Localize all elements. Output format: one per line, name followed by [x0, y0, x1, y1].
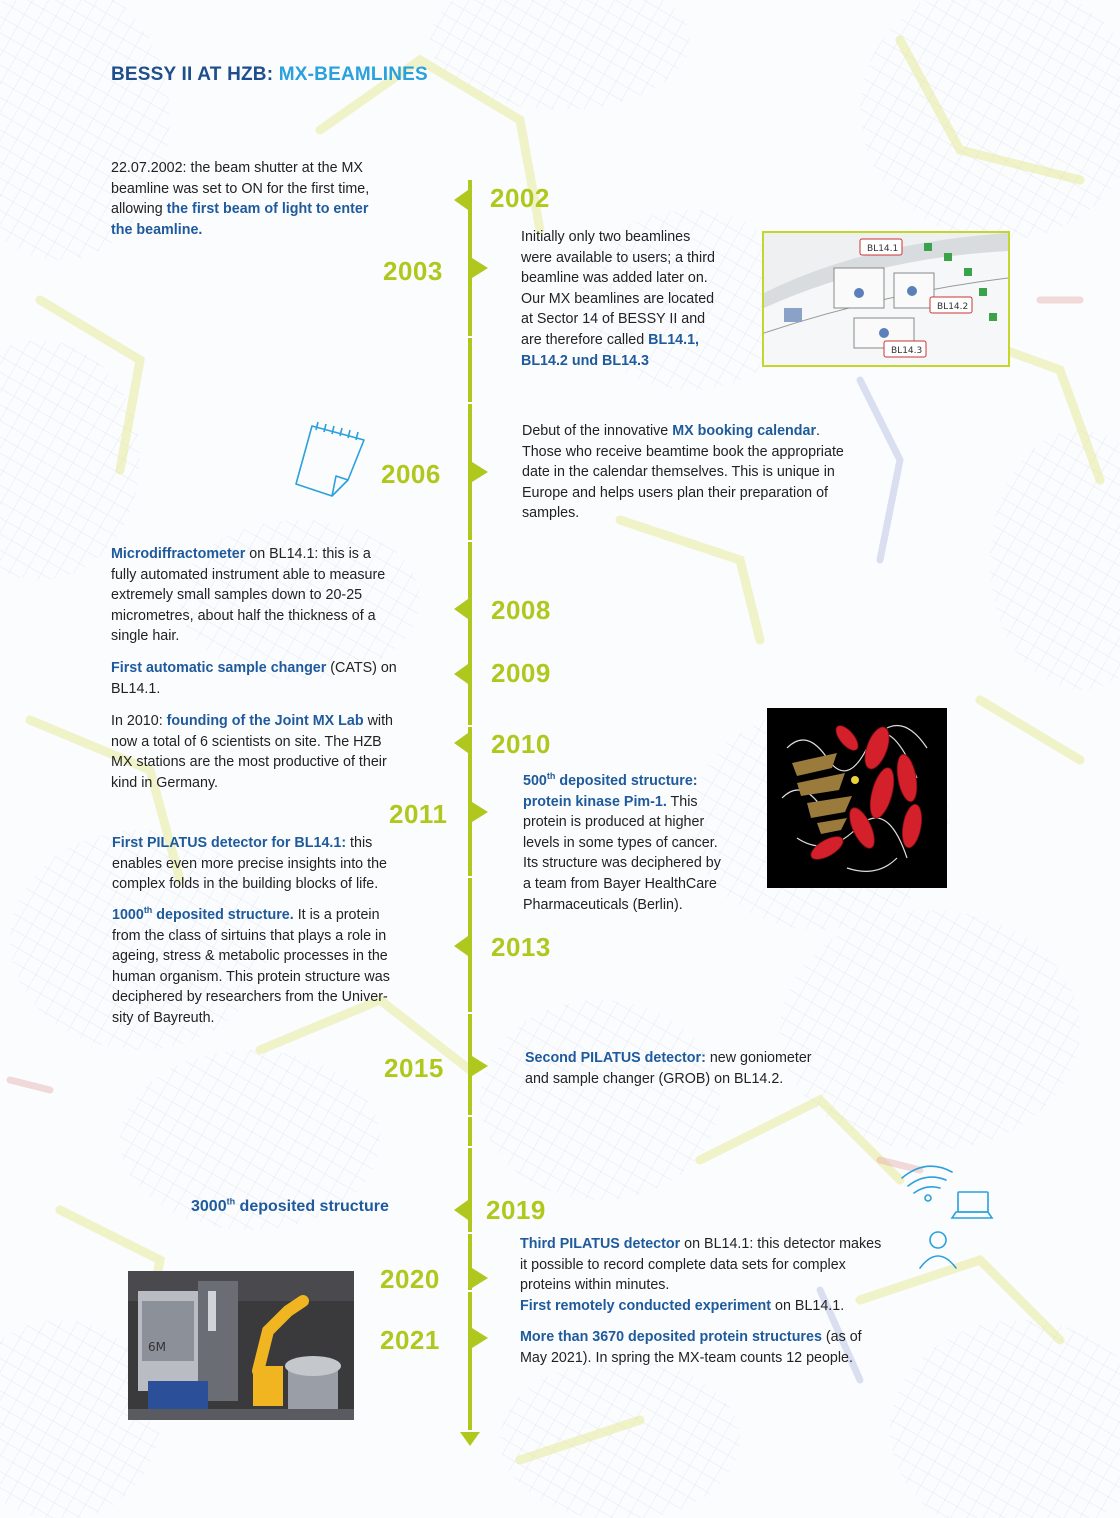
entry-2002: 22.07.2002: the beam shutter at the MX beamline was set to ON for the first time, allowing the first beam of light to enter the beamline. [111, 160, 370, 238]
entry-2010: In 2010: founding of the Joint MX Lab with now a total of 6 scientists on site. The HZB MX stations are the most productive of their kind in Germany. [111, 713, 394, 791]
robot-lab-photo [128, 1271, 354, 1420]
timeline [440, 180, 510, 1450]
notepad-icon [292, 418, 368, 498]
year-2019: 2019 [486, 1195, 546, 1225]
svg-text:6M: 6M [148, 1340, 166, 1354]
marker-2020 [472, 1268, 488, 1288]
year-2021: 2021 [380, 1325, 440, 1355]
year-2008: 2008 [491, 595, 551, 625]
protein-structure-image [767, 708, 947, 888]
entry-2020: Third PILATUS detector on BL14.1: this detector makes it possible to record complete data sets for complex proteins within minutes. First remotely conducted experiment on BL14.1. [520, 1236, 882, 1314]
year-2013: 2013 [491, 932, 551, 962]
laptop-icon [952, 1192, 992, 1218]
marker-2015 [472, 1056, 488, 1076]
year-2006: 2006 [381, 459, 441, 489]
entry-2011-kinase: 500th deposited structure: protein kinase Pim-1. This protein is produced at higher levels in some types of cancer. Its structure was deciphered by a team from Bayer HealthCare Pharmaceuticals (Berlin). [523, 771, 721, 913]
entry-2015: Second PILATUS detector: new goniometer and sample changer (GROB) on BL14.2. [525, 1050, 812, 1087]
entry-2008: Microdiffractometer on BL14.1: this is a fully automated instrument able to measure extremely small samples down to 20-25 micrometres, about half the thickness of a single hair. [111, 546, 386, 645]
beamline-map-image [762, 231, 1010, 367]
timeline-arrowhead [460, 1432, 480, 1446]
entry-2011-pilatus: First PILATUS detector for BL14.1: this enables even more precise insights into the complex folds in the building blocks of life. [112, 835, 387, 893]
marker-2013 [454, 936, 468, 956]
entry-2013: 1000th deposited structure. It is a protein from the class of sirtuins that plays a role in ageing, stress & metabolic processes in the human organism. This protein structure was deciphered by researchers from the Univer- sity of Bayreuth. [112, 905, 390, 1026]
user-icon [920, 1232, 956, 1268]
beamline-label-1: BL14.1 [867, 244, 899, 254]
entry-2021: More than 3670 deposited protein structures (as of May 2021). In spring the MX-team counts 12 people. [520, 1329, 862, 1366]
year-2003: 2003 [383, 256, 443, 286]
marker-2008 [454, 599, 468, 619]
marker-2011 [472, 802, 488, 822]
beamline-label-3: BL14.3 [891, 346, 923, 356]
year-2009: 2009 [491, 658, 551, 688]
entry-2009: First automatic sample changer (CATS) on BL14.1. [111, 660, 397, 697]
marker-2006 [472, 462, 488, 482]
entry-2019: 3000th deposited structure [191, 1196, 389, 1215]
entry-2006: Debut of the innovative MX booking calendar. Those who receive beamtime book the appropriate date in the calendar themselves. This is unique in Europe and helps users plan their preparation of samples. [522, 423, 844, 522]
beamline-label-2: BL14.2 [937, 302, 969, 312]
timeline-axis [468, 180, 472, 1430]
entry-2003: Initially only two beamlines were available to users; a third beamline was added later on. Our MX beamlines are located at Sector 14 of BESSY II and are therefore called BL14.1, BL14.2 und BL14.3 [521, 229, 715, 369]
year-2002: 2002 [490, 183, 550, 213]
marker-2010 [454, 733, 468, 753]
page-title: BESSY II AT HZB: MX-BEAMLINES [111, 64, 428, 85]
year-2010: 2010 [491, 729, 551, 759]
marker-2003 [472, 258, 488, 278]
marker-2002 [454, 190, 468, 210]
wifi-icon [902, 1166, 952, 1201]
marker-2009 [454, 664, 468, 684]
year-2015: 2015 [384, 1053, 444, 1083]
marker-2021 [472, 1328, 488, 1348]
marker-2019 [454, 1200, 468, 1220]
year-2011: 2011 [389, 799, 448, 829]
year-2020: 2020 [380, 1264, 440, 1294]
